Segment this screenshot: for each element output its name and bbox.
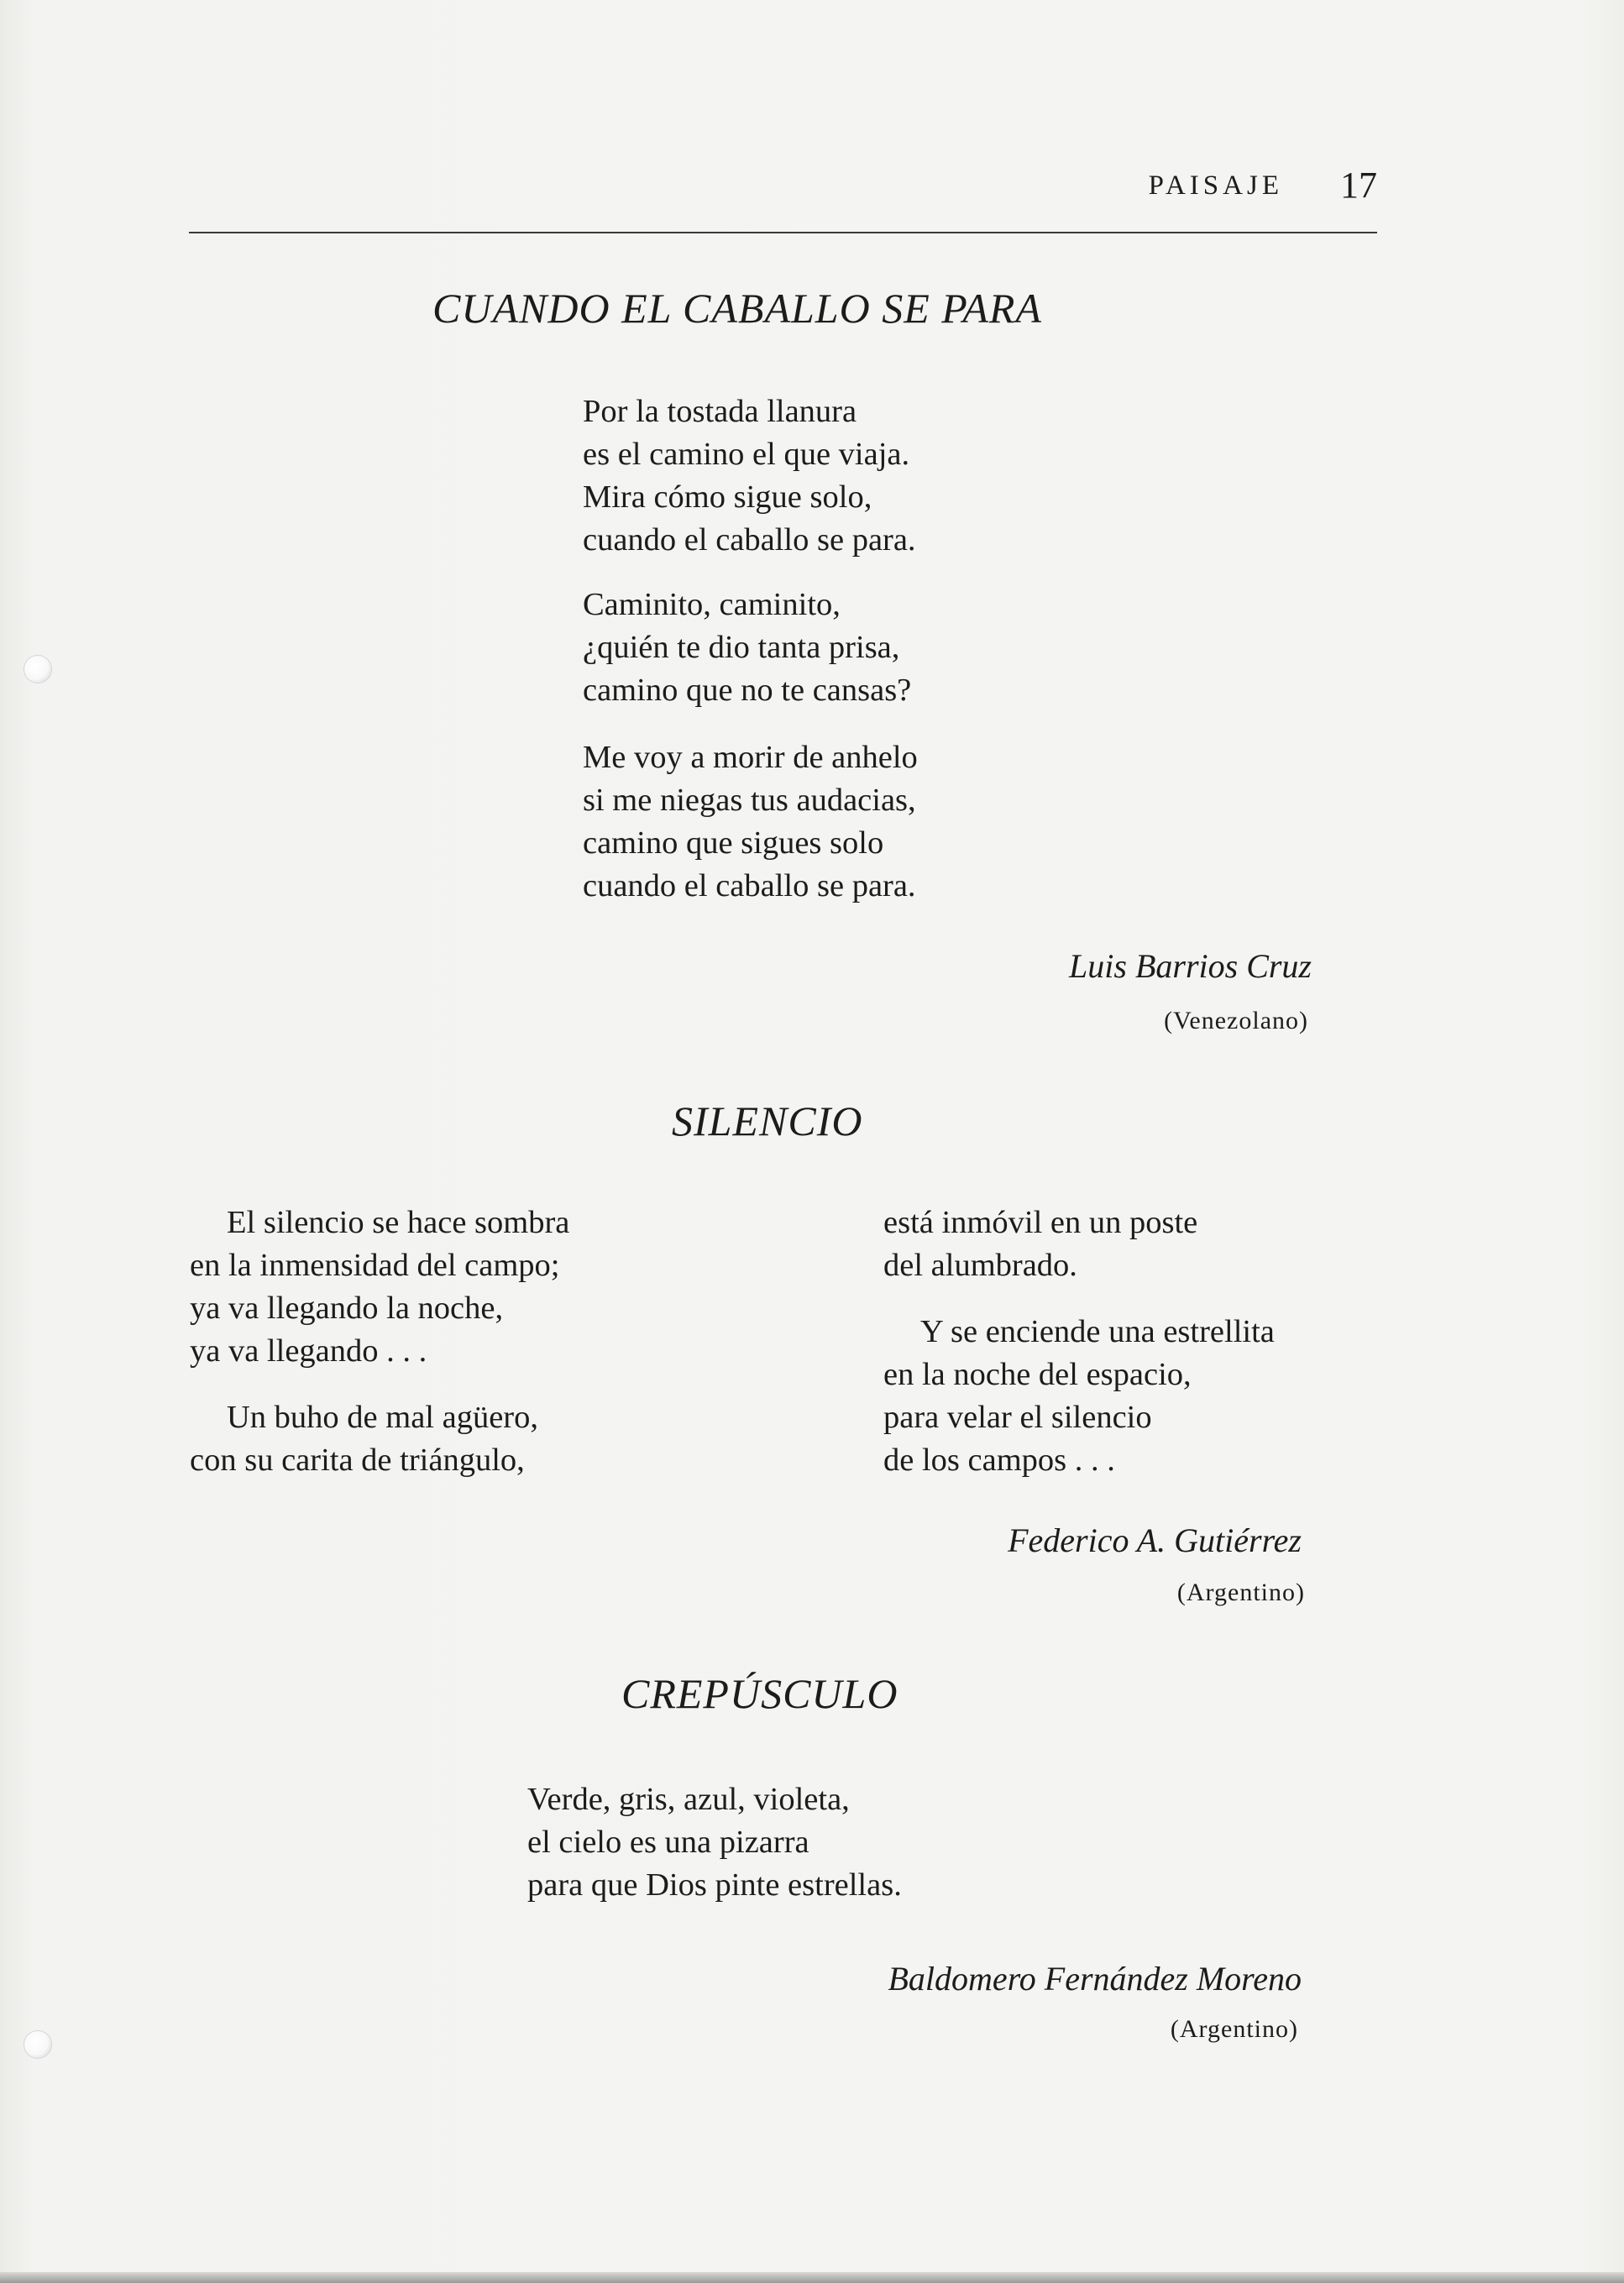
verse-line: si me niegas tus audacias, bbox=[583, 783, 916, 818]
verse-line: está inmóvil en un poste bbox=[883, 1205, 1198, 1240]
verse-line: en la noche del espacio, bbox=[883, 1357, 1192, 1392]
verse-line: El silencio se hace sombra bbox=[227, 1205, 570, 1240]
verse-line: para velar el silencio bbox=[883, 1400, 1152, 1435]
stanza bbox=[190, 1202, 569, 1373]
header-rule bbox=[189, 232, 1377, 233]
verse-line: del alumbrado. bbox=[883, 1248, 1077, 1283]
stanza bbox=[527, 1778, 902, 1907]
verse-line: en la inmensidad del campo; bbox=[190, 1248, 560, 1283]
stanza bbox=[583, 390, 916, 562]
verse-line: Por la tostada llanura bbox=[583, 394, 857, 429]
author-name: Luis Barrios Cruz bbox=[1069, 947, 1312, 985]
verse-line: el cielo es una pizarra bbox=[527, 1825, 809, 1860]
verse-line: Un buho de mal agüero, bbox=[227, 1400, 538, 1435]
author-nationality: (Argentino) bbox=[1176, 1579, 1305, 1606]
author-name: Baldomero Fernández Moreno bbox=[888, 1960, 1302, 1998]
binder-hole bbox=[24, 655, 52, 683]
poem-title: SILENCIO bbox=[672, 1097, 863, 1144]
stanza bbox=[583, 584, 911, 712]
verse-line: es el camino el que viaja. bbox=[583, 437, 910, 472]
author-name: Federico A. Gutiérrez bbox=[1008, 1521, 1302, 1559]
verse-line: Me voy a morir de anhelo bbox=[583, 740, 918, 775]
binder-hole bbox=[24, 2030, 52, 2059]
poem-title: CUANDO EL CABALLO SE PARA bbox=[432, 285, 1042, 332]
stanza bbox=[883, 1202, 1197, 1287]
stanza bbox=[583, 736, 918, 908]
verse-line: de los campos . . . bbox=[883, 1443, 1115, 1478]
verse-line: para que Dios pinte estrellas. bbox=[527, 1867, 902, 1903]
running-head: PAISAJE bbox=[1148, 170, 1283, 201]
verse-line: Caminito, caminito, bbox=[583, 587, 841, 622]
verse-line: camino que sigues solo bbox=[583, 825, 884, 861]
verse-line: camino que no te cansas? bbox=[583, 673, 912, 708]
page-header bbox=[189, 164, 1377, 239]
author-nationality: (Argentino) bbox=[1170, 2015, 1298, 2043]
verse-line: ya va llegando la noche, bbox=[190, 1291, 504, 1326]
stanza bbox=[883, 1311, 1275, 1482]
verse-line: cuando el caballo se para. bbox=[583, 522, 916, 558]
page-bottom-edge bbox=[0, 2272, 1624, 2283]
page-number: 17 bbox=[1340, 165, 1377, 206]
verse-line: ¿quién te dio tanta prisa, bbox=[583, 630, 900, 665]
verse-line: cuando el caballo se para. bbox=[583, 868, 916, 903]
poem-title: CREPÚSCULO bbox=[621, 1670, 898, 1717]
verse-line: Verde, gris, azul, violeta, bbox=[527, 1782, 850, 1817]
verse-line: Mira cómo sigue solo, bbox=[583, 479, 872, 515]
stanza bbox=[190, 1396, 538, 1482]
verse-line: con su carita de triángulo, bbox=[190, 1443, 525, 1478]
verse-line: ya va llegando . . . bbox=[190, 1333, 427, 1369]
author-nationality: (Venezolano) bbox=[1164, 1007, 1308, 1034]
verse-line: Y se enciende una estrellita bbox=[920, 1314, 1275, 1349]
